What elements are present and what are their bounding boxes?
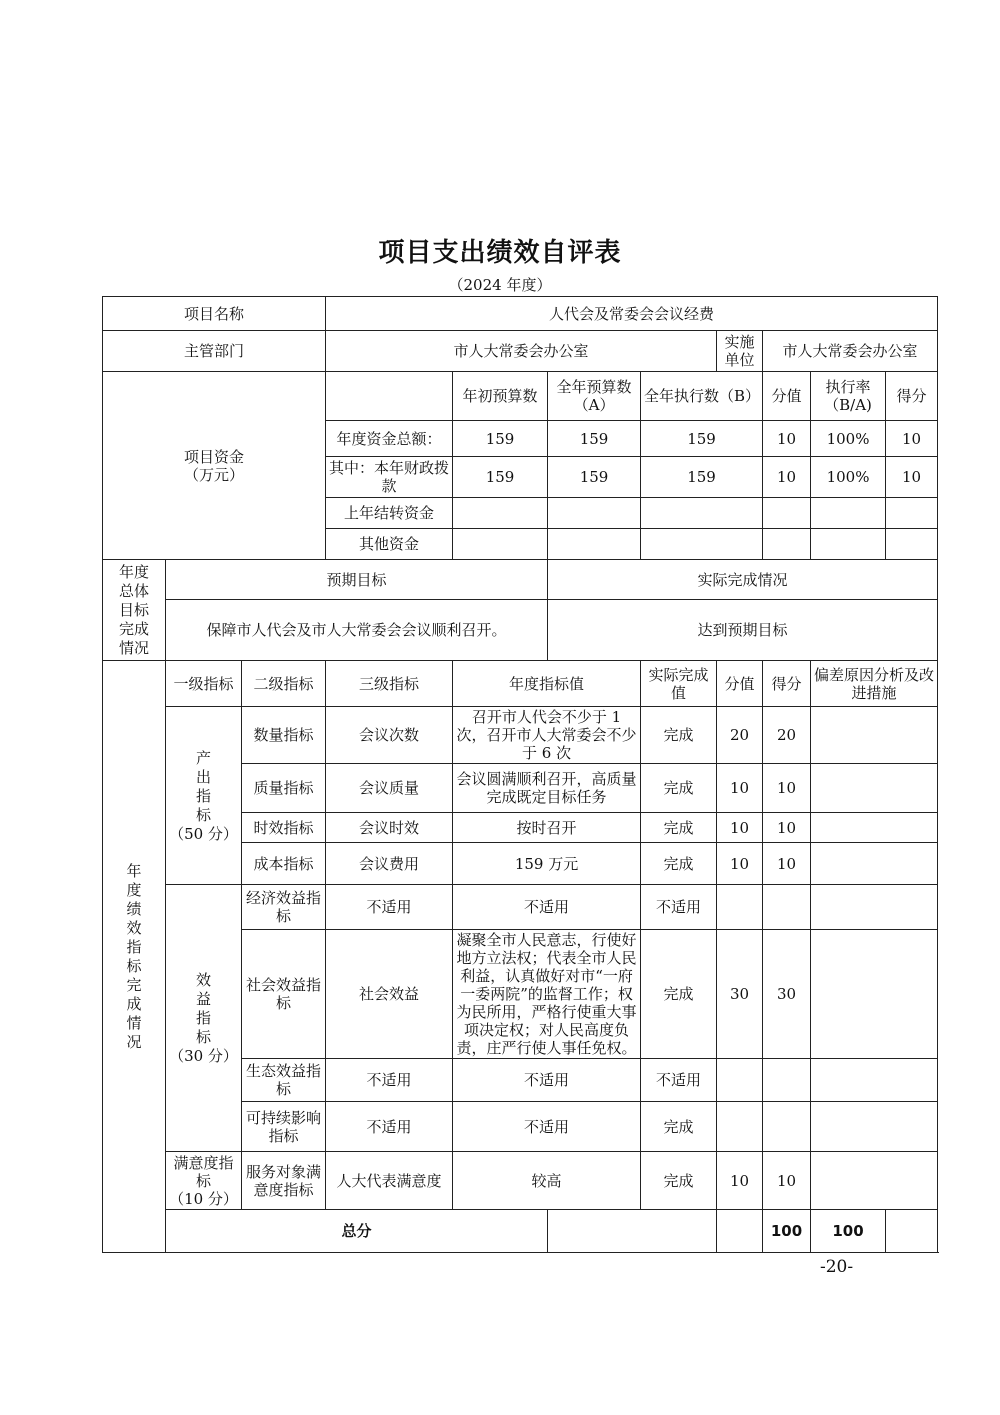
score-cell: 10 — [763, 764, 811, 813]
weight-cell: 10 — [717, 764, 763, 813]
score-cell — [763, 1102, 811, 1152]
goals-expected-header: 预期目标 — [166, 560, 548, 600]
target-cell: 159 万元 — [453, 843, 641, 885]
header-level2: 二级指标 — [242, 661, 326, 707]
output-indicator-points: （50 分） — [169, 824, 238, 843]
total-score: 100 — [811, 1210, 886, 1253]
self-evaluation-table — [102, 296, 938, 1253]
funds-row-label: 年度资金总额： — [326, 421, 453, 457]
funds-weight — [763, 529, 811, 560]
funds-annual: 159 — [548, 421, 641, 457]
implementing-unit-label: 实施单位 — [717, 331, 763, 372]
score-cell: 10 — [763, 1152, 811, 1210]
funds-row-label: 上年结转资金 — [326, 498, 453, 529]
satisfaction-indicator-points: （10 分） — [169, 1189, 238, 1208]
funds-weight: 10 — [763, 457, 811, 498]
actual-cell: 不适用 — [641, 885, 717, 930]
total-row — [103, 1210, 938, 1253]
level2-cell: 可持续影响指标 — [242, 1102, 326, 1152]
target-cell: 不适用 — [453, 1102, 641, 1152]
actual-cell: 完成 — [641, 707, 717, 764]
target-cell: 不适用 — [453, 885, 641, 930]
indicator-row — [103, 1152, 938, 1210]
funds-rate: 100% — [811, 457, 886, 498]
total-weight: 100 — [763, 1210, 811, 1253]
level3-cell: 社会效益 — [326, 930, 453, 1059]
header-level1: 一级指标 — [166, 661, 242, 707]
level3-cell: 不适用 — [326, 885, 453, 930]
target-cell: 不适用 — [453, 1059, 641, 1102]
actual-cell: 完成 — [641, 1102, 717, 1152]
header-level3: 三级指标 — [326, 661, 453, 707]
level2-cell: 质量指标 — [242, 764, 326, 813]
indicators-section-label — [103, 661, 166, 1253]
output-indicator-label — [166, 707, 242, 885]
deviation-cell — [811, 930, 938, 1059]
deviation-cell — [811, 813, 938, 843]
funds-row-label: 其他资金 — [326, 529, 453, 560]
funds-header-executed: 全年执行数（B） — [641, 372, 763, 421]
funds-executed — [641, 498, 763, 529]
project-name-value: 人代会及常委会会议经费 — [326, 297, 938, 331]
funds-header-blank — [326, 372, 453, 421]
funds-initial — [453, 529, 548, 560]
score-cell: 30 — [763, 930, 811, 1059]
weight-cell: 10 — [717, 843, 763, 885]
indicator-row — [103, 885, 938, 930]
goals-label-text: 年度总体目标完成情况 — [118, 562, 149, 657]
actual-cell: 不适用 — [641, 1059, 717, 1102]
target-cell: 召开市人代会不少于 1 次，召开市人大常委会不少于 6 次 — [453, 707, 641, 764]
target-cell: 凝聚全市人民意志，行使好地方立法权；代表全市人民利益，认真做好对市“一府一委两院”的监督工作；权为民所用，严格行使重大事项决定权；对人民高度负责，庄严行使人事任免权。 — [453, 930, 641, 1059]
funds-executed: 159 — [641, 421, 763, 457]
deviation-cell — [811, 764, 938, 813]
funds-label-line1: 项目资金 — [184, 447, 245, 466]
deviation-cell — [811, 1059, 938, 1102]
funds-rate — [811, 529, 886, 560]
funds-rate: 100% — [811, 421, 886, 457]
funds-header-annual: 全年预算数（A） — [548, 372, 641, 421]
level3-cell: 人大代表满意度 — [326, 1152, 453, 1210]
total-label: 总分 — [166, 1210, 548, 1253]
project-name-row — [103, 297, 938, 331]
score-cell: 10 — [763, 843, 811, 885]
actual-cell: 完成 — [641, 764, 717, 813]
score-cell: 10 — [763, 813, 811, 843]
goals-actual: 达到预期目标 — [548, 600, 938, 661]
weight-cell — [717, 1059, 763, 1102]
funds-executed: 159 — [641, 457, 763, 498]
header-target: 年度指标值 — [453, 661, 641, 707]
total-blank — [548, 1210, 717, 1253]
score-cell — [763, 1059, 811, 1102]
page-number: -20- — [820, 1257, 854, 1277]
level2-cell: 经济效益指标 — [242, 885, 326, 930]
goals-expected: 保障市人代会及市人大常委会会议顺利召开。 — [166, 600, 548, 661]
goals-content-row — [103, 600, 938, 661]
deviation-cell — [811, 1152, 938, 1210]
level3-cell: 不适用 — [326, 1059, 453, 1102]
total-blank — [717, 1210, 763, 1253]
indicator-row — [103, 707, 938, 764]
funds-weight: 10 — [763, 421, 811, 457]
weight-cell: 30 — [717, 930, 763, 1059]
department-label: 主管部门 — [103, 331, 326, 372]
satisfaction-indicator-label — [166, 1152, 242, 1210]
funds-score: 10 — [886, 421, 938, 457]
indicators-section-text: 年度绩效指标完成情况 — [126, 861, 142, 1051]
deviation-cell — [811, 885, 938, 930]
level2-cell: 成本指标 — [242, 843, 326, 885]
goals-label — [103, 560, 166, 661]
funds-header-initial: 年初预算数 — [453, 372, 548, 421]
benefit-indicator-points: （30 分） — [169, 1047, 238, 1065]
funds-weight — [763, 498, 811, 529]
actual-cell: 完成 — [641, 1152, 717, 1210]
funds-header-rate: 执行率（B/A) — [811, 372, 886, 421]
weight-cell: 10 — [717, 813, 763, 843]
benefit-indicator-label — [166, 885, 242, 1152]
target-cell: 较高 — [453, 1152, 641, 1210]
level3-cell: 会议质量 — [326, 764, 453, 813]
header-weight: 分值 — [717, 661, 763, 707]
funds-initial: 159 — [453, 421, 548, 457]
funds-executed — [641, 529, 763, 560]
benefit-indicator-text: 效益指标 — [195, 971, 211, 1046]
weight-cell — [717, 885, 763, 930]
deviation-cell — [811, 843, 938, 885]
funds-rate — [811, 498, 886, 529]
implementing-unit-value: 市人大常委会办公室 — [763, 331, 938, 372]
funds-header-weight: 分值 — [763, 372, 811, 421]
level3-cell: 会议时效 — [326, 813, 453, 843]
funds-score — [886, 498, 938, 529]
funds-initial: 159 — [453, 457, 548, 498]
deviation-cell — [811, 707, 938, 764]
funds-annual: 159 — [548, 457, 641, 498]
level3-cell: 会议费用 — [326, 843, 453, 885]
page-subtitle: （2024 年度） — [448, 276, 552, 294]
funds-header-row — [103, 372, 938, 421]
header-actual: 实际完成值 — [641, 661, 717, 707]
level2-cell: 服务对象满意度指标 — [242, 1152, 326, 1210]
level2-cell: 时效指标 — [242, 813, 326, 843]
level2-cell: 社会效益指标 — [242, 930, 326, 1059]
actual-cell: 完成 — [641, 813, 717, 843]
score-cell: 20 — [763, 707, 811, 764]
funds-initial — [453, 498, 548, 529]
level3-cell: 不适用 — [326, 1102, 453, 1152]
goals-actual-header: 实际完成情况 — [548, 560, 938, 600]
weight-cell — [717, 1102, 763, 1152]
funds-header-score: 得分 — [886, 372, 938, 421]
deviation-cell — [811, 1102, 938, 1152]
output-indicator-text: 产出指标 — [195, 748, 211, 824]
target-cell: 按时召开 — [453, 813, 641, 843]
funds-annual — [548, 498, 641, 529]
level2-cell: 数量指标 — [242, 707, 326, 764]
target-cell: 会议圆满顺利召开，高质量完成既定目标任务 — [453, 764, 641, 813]
weight-cell: 20 — [717, 707, 763, 764]
department-row — [103, 331, 938, 372]
funds-row-label: 其中：本年财政拨款 — [326, 457, 453, 498]
indicators-header-row — [103, 661, 938, 707]
actual-cell: 完成 — [641, 843, 717, 885]
score-cell — [763, 885, 811, 930]
funds-label — [103, 372, 326, 560]
goals-header-row — [103, 560, 938, 600]
project-name-label: 项目名称 — [103, 297, 326, 331]
funds-annual — [548, 529, 641, 560]
level3-cell: 会议次数 — [326, 707, 453, 764]
header-deviation: 偏差原因分析及改进措施 — [811, 661, 938, 707]
level2-cell: 生态效益指标 — [242, 1059, 326, 1102]
total-blank — [886, 1210, 938, 1253]
funds-score — [886, 529, 938, 560]
funds-label-line2: （万元） — [184, 465, 245, 484]
funds-score: 10 — [886, 457, 938, 498]
actual-cell: 完成 — [641, 930, 717, 1059]
satisfaction-indicator-text: 满意度指标 — [173, 1153, 234, 1190]
header-score: 得分 — [763, 661, 811, 707]
weight-cell: 10 — [717, 1152, 763, 1210]
department-value: 市人大常委会办公室 — [326, 331, 717, 372]
page-title: 项目支出绩效自评表 — [378, 238, 622, 268]
